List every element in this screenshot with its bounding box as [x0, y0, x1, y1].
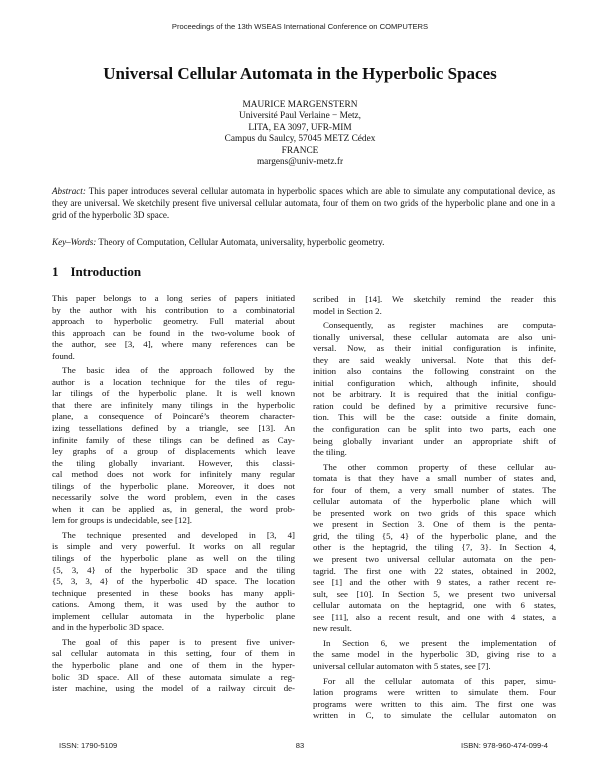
text-line: {5, 3, 4} of the hyperbolic 3D space and the tiling	[52, 564, 295, 575]
text-line: tilings of the hyperbolic plane. Moreover, it does not	[52, 480, 295, 491]
affiliation-line: Campus du Saulcy, 57045 METZ Cédex	[224, 134, 376, 145]
section-heading	[52, 264, 141, 280]
text-line: The basic idea of the approach followed by the	[62, 365, 295, 376]
text-line: is simple and very powerful. It works on all regular	[52, 541, 295, 552]
text-line: The goal of this paper is to present five univer-	[62, 636, 295, 647]
text-line: sal cellular automata in this setting, four of them in	[52, 648, 295, 659]
text-line: model in Section 2.	[313, 305, 382, 316]
text-line: tagrid. The first one with 22 states, obtained in 2002,	[313, 565, 556, 576]
text-line: The technique presented and developed in [3, 4]	[62, 529, 295, 540]
text-line: This paper belongs to a long series of papers initiated	[52, 293, 295, 303]
text-line: ration could be defined by a primitive recursive func-	[313, 400, 556, 411]
right-column	[313, 294, 556, 722]
text-line: scribed in [14]. We sketchily remind the reader this	[313, 294, 556, 304]
text-line: approach to hyperbolic geometry. Full material about	[52, 316, 295, 327]
text-line: written in C, to simulate the cellular automaton on	[313, 710, 556, 721]
keywords-label: Key–Words:	[52, 237, 97, 247]
text-line: see [1] and the other with 9 states, a rather recent re-	[313, 577, 556, 588]
abstract-text: This paper introduces several cellular automata in hyperbolic spaces which are able to simulate any	[88, 186, 461, 196]
abstract-text: two grids of the hyperbolic plane and one in a grid of the hyperbolic 3D space.	[52, 198, 556, 220]
text-line: that there are infinitely many tilings in the hyperbolic	[52, 399, 295, 410]
text-line: lem for groups is undecidable, see [12].	[52, 515, 192, 526]
text-line: sult, see [10]. In Section 5, we present two universal	[313, 588, 556, 599]
text-line: and in the hyperbolic 3D space.	[52, 622, 164, 633]
text-line: initial configuration which, although infinite, should	[313, 377, 556, 388]
abstract	[52, 185, 555, 221]
text-line: technique presented in these books has many appli-	[52, 587, 295, 598]
text-line: implement cellular automata in the hyperbolic plane	[52, 610, 295, 621]
text-line: the tiling globally invariant. However, this classi-	[52, 457, 295, 468]
text-line: other is the heptagrid, the tiling {7, 3}. In Section 4,	[313, 542, 556, 553]
author-block	[0, 100, 600, 168]
text-line: we present two universal cellular automata on the pen-	[313, 554, 556, 565]
text-line: lar tilings of the hyperbolic plane. It is well known	[52, 388, 295, 399]
text-line: not be arbitrary. It is required that the initial configu-	[313, 389, 556, 400]
text-line: izing tessellations defined by a triangle, see [13]. An	[52, 423, 295, 434]
text-line: the configuration can be split into two parts, each one	[313, 424, 556, 435]
text-line: cellular automata on the heptagrid, one with 6 states,	[313, 600, 556, 611]
text-line: In Section 6, we present the implementation of	[323, 637, 556, 648]
text-line: the same model in the hyperbolic 3D, giving rise to a	[313, 649, 556, 660]
text-line: we present in Section 3. One of them is the penta-	[313, 519, 556, 530]
text-line: grid, the tiling {5, 4} of the hyperbolic plane, and the	[313, 530, 556, 541]
section-number: 1	[52, 264, 59, 279]
text-line: lation programs were written to simulate them. Four	[313, 687, 556, 698]
text-line: ley graphs of a group of displacements which leave	[52, 446, 295, 457]
paper-title: Universal Cellular Automata in the Hyperbolic Spaces	[103, 64, 497, 83]
text-line: cal method does not work for infinitely many regular	[52, 469, 295, 480]
text-line: be presented work on two grids of this space which	[313, 507, 556, 518]
keywords-text: Theory of Computation, Cellular Automata, universality, hyperbolic geometry.	[98, 237, 385, 247]
text-line: For all the cellular automata of this paper, simu-	[323, 675, 556, 686]
text-line: author is a location technique for the tiles of regu-	[52, 376, 295, 387]
running-header: Proceedings of the 13th WSEAS International Conference on COMPUTERS	[171, 22, 429, 31]
left-column	[52, 293, 295, 695]
author-email: margens@univ-metz.fr	[256, 157, 344, 168]
text-line: necessarily solve the word problem, even in the cases	[52, 492, 295, 503]
text-line: the hyperbolic plane and one of them in the hyper-	[52, 659, 295, 670]
text-line: inition also contains the following constraint on the	[313, 366, 556, 377]
text-line: plane, a consequence of Poincaré’s theorem character-	[52, 411, 295, 422]
text-line: being globally invariant under an appropriate shift of	[313, 435, 556, 446]
text-line: when it can be applied as, in general, the word prob-	[52, 503, 295, 514]
text-line: tomata is that they have a small number of states and,	[313, 473, 556, 484]
text-line: infinite family of these tilings can be defined as Cay-	[52, 434, 295, 445]
text-line: they are said weakly universal. Note that this def-	[313, 354, 556, 365]
text-line: cations. Among them, it was used by the author to	[52, 599, 295, 610]
text-line: bolic 3D space. All of these automata simulate a reg-	[52, 671, 295, 682]
text-line: see [11], also a recent result, and one with 4 states, a	[313, 611, 556, 622]
text-line: universal cellular automaton with 5 states, see [7].	[313, 660, 491, 671]
section-title: Introduction	[70, 264, 142, 279]
affiliation-line: LITA, EA 3097, UFR-MIM	[248, 122, 352, 133]
page-number: 83	[295, 741, 305, 750]
footer-isbn: ISBN: 978-960-474-099-4	[461, 741, 548, 750]
text-line: programs were written to this aim. The first one was	[313, 698, 556, 709]
text-line: the author, see [3, 4], where many references can be	[52, 339, 295, 350]
text-line: the tiling.	[313, 447, 347, 458]
text-line: tilings of the hyperbolic plane as well on the tiling	[52, 553, 295, 564]
abstract-label: Abstract:	[52, 186, 86, 196]
text-line: ister machine, using the model of a railway circuit de-	[52, 683, 295, 694]
text-line: tion. This will be the case: outside a finite domain,	[313, 412, 556, 423]
text-line: by the author with his contribution to a combinatorial	[52, 304, 295, 315]
footer-issn: ISSN: 1790-5109	[59, 741, 118, 750]
affiliation-line: Université Paul Verlaine − Metz,	[238, 111, 362, 122]
affiliation-line: FRANCE	[281, 145, 319, 156]
text-line: this approach can be found in the two-volume book of	[52, 327, 295, 338]
keywords	[52, 236, 555, 248]
text-line: found.	[52, 350, 75, 361]
text-line: versal. Now, as their initial configuration is infinite,	[313, 343, 556, 354]
page-footer	[0, 741, 600, 753]
text-line: Consequently, as register machines are computa-	[323, 320, 556, 331]
text-line: {5, 3, 3, 4} of the hyperbolic 4D space. The location	[52, 576, 295, 587]
abstract-text: computational device, as they are universal. We sketchily present five universal cellular automata, four of them on	[52, 186, 555, 208]
text-line: new result.	[313, 623, 352, 634]
author-name: MAURICE MARGENSTERN	[242, 100, 358, 110]
text-line: tionally universal, these cellular automata are also uni-	[313, 331, 556, 342]
text-line: cellular automata of the hyperbolic plane which will	[313, 496, 556, 507]
text-line: for four of them, a very small number of states. The	[313, 484, 556, 495]
text-line: The other common property of these cellular au-	[323, 461, 556, 472]
